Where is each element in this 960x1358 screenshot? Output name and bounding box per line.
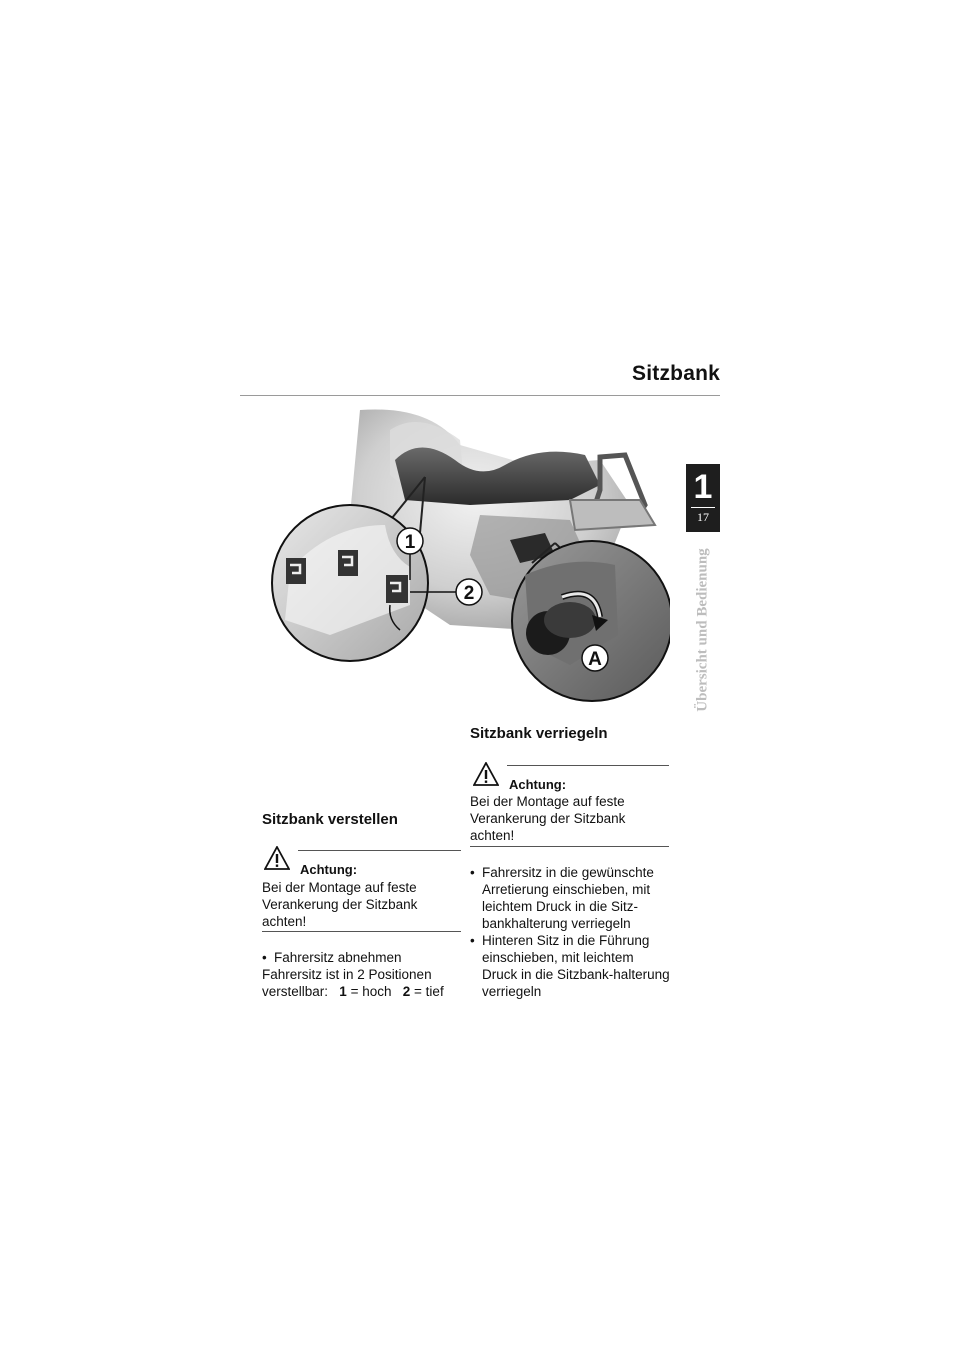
tab-divider bbox=[691, 507, 715, 508]
page-number: 17 bbox=[697, 510, 709, 524]
instruction-list bbox=[262, 949, 462, 966]
warning-rule-top bbox=[298, 850, 461, 851]
warning-rule-top bbox=[507, 765, 669, 766]
list-item: • Fahrersitz abnehmen bbox=[262, 950, 402, 965]
section-heading: Sitzbank verstellen bbox=[262, 811, 398, 828]
callout-a bbox=[582, 645, 608, 671]
callout-1 bbox=[397, 528, 423, 554]
warning-label: Achtung: bbox=[300, 862, 358, 877]
zoom-detail-right bbox=[512, 541, 670, 701]
seat-figure bbox=[270, 405, 670, 705]
warning-icon bbox=[473, 762, 499, 786]
section-sitzbank-verstellen bbox=[262, 811, 462, 828]
chapter-number: 1 bbox=[693, 468, 713, 506]
warning-text: Bei der Montage auf feste Verankerung der Sitzbank achten! bbox=[470, 794, 626, 843]
section-sitzbank-verriegeln bbox=[470, 725, 670, 742]
page-title: Sitzbank bbox=[632, 362, 720, 385]
list-item: • Fahrersitz in die gewünschte Arretierung einschieben, mit leichtem Druck in die Sitz-bankhalterung verriegeln bbox=[470, 865, 654, 931]
section-side-label: Übersicht und Bedienung bbox=[694, 548, 711, 712]
section-heading: Sitzbank verriegeln bbox=[470, 725, 608, 742]
warning-icon bbox=[264, 846, 290, 870]
callout-1-label: 1 bbox=[404, 532, 416, 553]
warning-label: Achtung: bbox=[509, 777, 567, 792]
position-text: Fahrersitz ist in 2 Positionen verstellbar: 1 = hoch 2 = tief bbox=[262, 967, 444, 999]
title-rule bbox=[240, 395, 720, 396]
list-item: • Hinteren Sitz in die Führung einschieben, mit leichtem Druck in die Sitzbank-halterung verriegeln bbox=[470, 933, 670, 999]
callout-a-label: A bbox=[588, 649, 602, 670]
callout-2-label: 2 bbox=[463, 583, 475, 604]
warning-rule-bottom bbox=[262, 931, 461, 932]
warning-text: Bei der Montage auf feste Verankerung der Sitzbank achten! bbox=[262, 880, 418, 929]
instruction-list bbox=[470, 864, 670, 1000]
callout-2 bbox=[456, 579, 482, 605]
warning-rule-bottom bbox=[470, 846, 669, 847]
